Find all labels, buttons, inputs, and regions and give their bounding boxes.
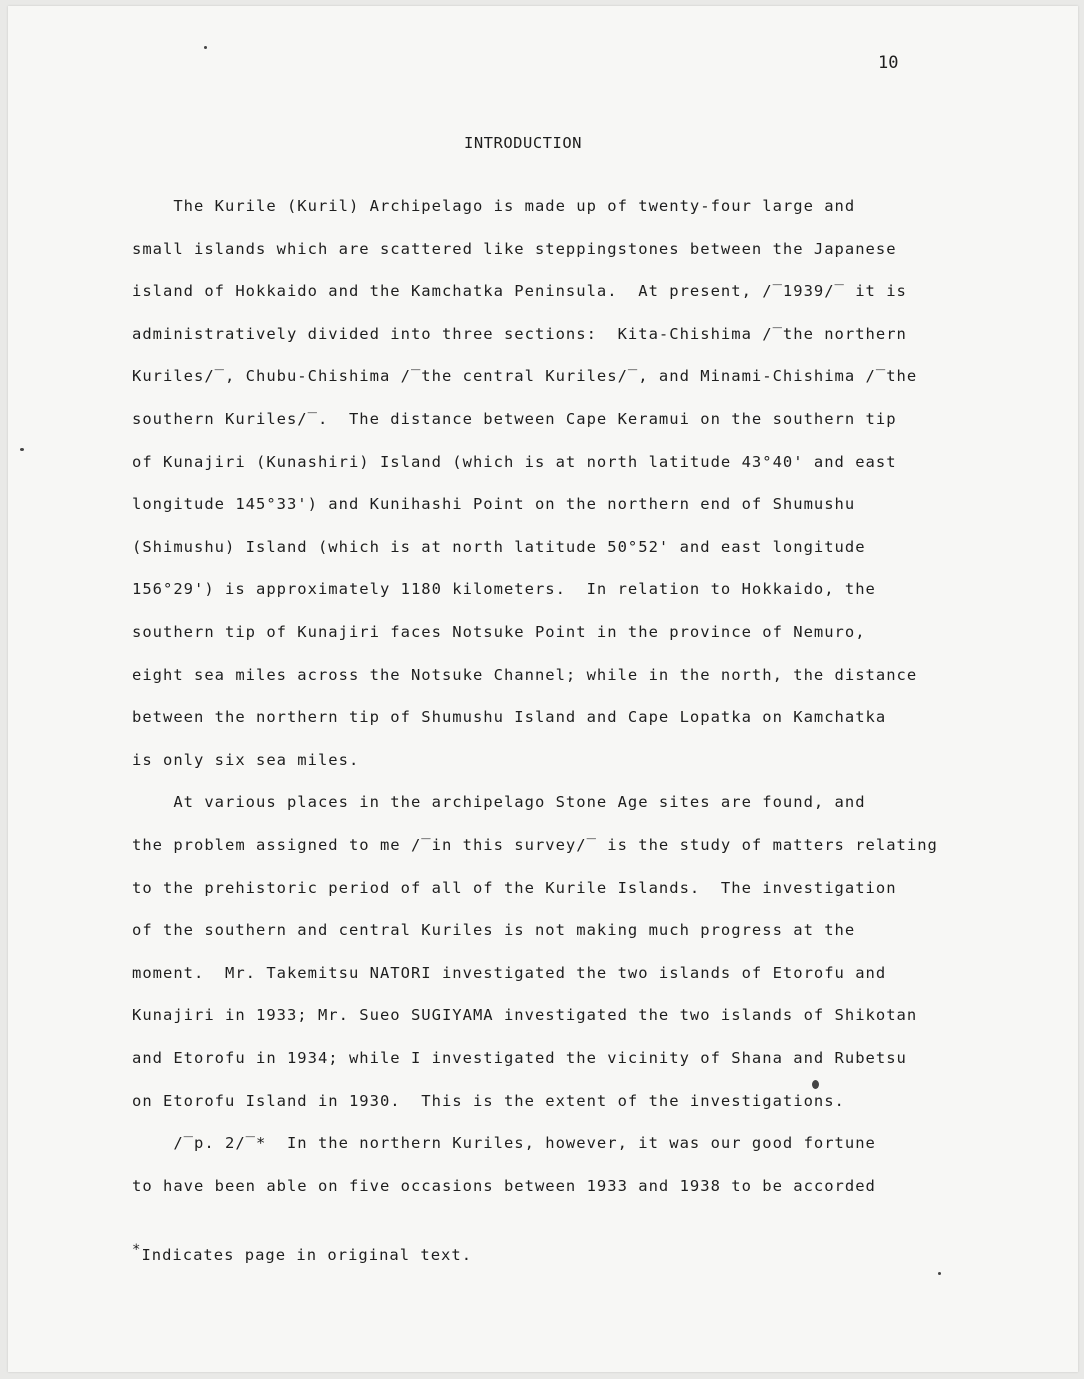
text-line: between the northern tip of Shumushu Island and Cape Lopatka on Kamchatka (132, 708, 887, 727)
text-line: and Etorofu in 1934; while I investigated the vicinity of Shana and Rubetsu (132, 1049, 907, 1067)
footnote (132, 1242, 472, 1264)
text-line: island of Hokkaido and the Kamchatka Peninsula. At present, /‾1939/‾ it is (132, 282, 907, 301)
scan-speck (812, 1080, 819, 1089)
text-line: small islands which are scattered like steppingstones between the Japanese (132, 239, 897, 258)
scan-speck (938, 1272, 941, 1275)
text-line: of Kunajiri (Kunashiri) Island (which is at north latitude 43°40' and east (132, 452, 897, 471)
text-line: longitude 145°33') and Kunihashi Point on the northern end of Shumushu (132, 495, 856, 514)
text-line: (Shimushu) Island (which is at north latitude 50°52' and east longitude (132, 537, 866, 556)
text-line: the problem assigned to me /‾in this survey/‾ is the study of matters relating (132, 836, 938, 854)
text-line: At various places in the archipelago Stone Age sites are found, and (132, 793, 866, 812)
text-line: The Kurile (Kuril) Archipelago is made up of twenty-four large and (132, 197, 856, 215)
page-number: 10 (878, 53, 899, 73)
footnote-marker: * (132, 1242, 142, 1258)
text-line: moment. Mr. Takemitsu NATORI investigated the two islands of Etorofu and (132, 963, 887, 982)
text-line: Kunajiri in 1933; Mr. Sueo SUGIYAMA investigated the two islands of Shikotan (132, 1006, 918, 1025)
footnote-text: Indicates page in original text. (141, 1246, 473, 1264)
text-line: administratively divided into three sections: Kita-Chishima /‾the northern (132, 324, 907, 343)
text-line: to have been able on five occasions between 1933 and 1938 to be accorded (132, 1176, 876, 1195)
section-heading: INTRODUCTION (464, 134, 582, 152)
text-line: /‾p. 2/‾* In the northern Kuriles, however, it was our good fortune (132, 1134, 876, 1153)
text-line: is only six sea miles. (132, 750, 360, 769)
text-line: Kuriles/‾, Chubu-Chishima /‾the central Kuriles/‾, and Minami-Chishima /‾the (132, 367, 918, 386)
text-line: southern Kuriles/‾. The distance between Cape Keramui on the southern tip (132, 410, 897, 428)
text-line: southern tip of Kunajiri faces Notsuke Point in the province of Nemuro, (132, 623, 866, 641)
text-line: 156°29') is approximately 1180 kilometers. In relation to Hokkaido, the (132, 580, 876, 599)
text-line: to the prehistoric period of all of the Kurile Islands. The investigation (132, 878, 897, 897)
document-page (8, 6, 1078, 1372)
text-line: of the southern and central Kuriles is not making much progress at the (132, 921, 856, 940)
text-line: eight sea miles across the Notsuke Channel; while in the north, the distance (132, 665, 918, 684)
scan-speck (204, 46, 207, 49)
scan-speck (20, 448, 24, 451)
text-line: on Etorofu Island in 1930. This is the extent of the investigations. (132, 1091, 845, 1110)
